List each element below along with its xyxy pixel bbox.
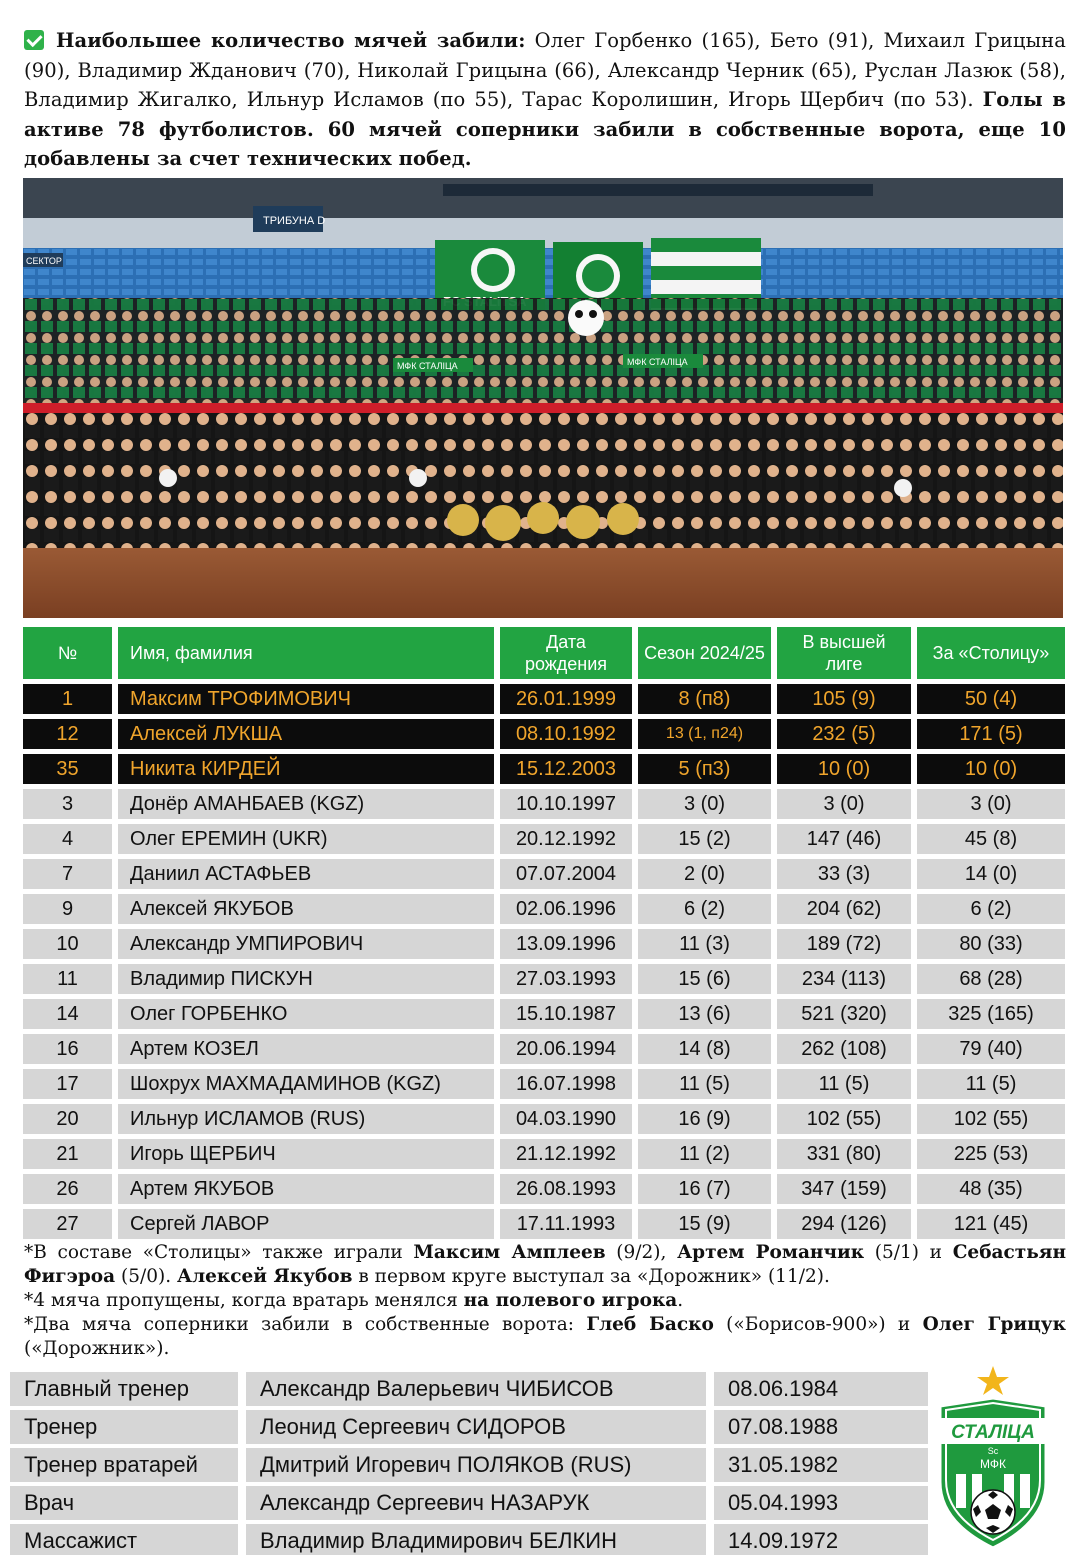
player-season: 2 (0) xyxy=(638,859,777,889)
footnote-2 xyxy=(24,1289,1066,1313)
note-player: Максим Амплеев xyxy=(413,1242,606,1263)
player-club: 68 (28) xyxy=(917,964,1065,994)
player-dob: 13.09.1996 xyxy=(500,929,638,959)
player-club: 121 (45) xyxy=(917,1209,1065,1239)
player-season: 11 (5) xyxy=(638,1069,777,1099)
note-text: («Дорожник»). xyxy=(24,1338,170,1359)
staff-row xyxy=(10,1372,928,1406)
player-club: 79 (40) xyxy=(917,1034,1065,1064)
footnotes xyxy=(24,1241,1066,1361)
player-name: Никита КИРДЕЙ xyxy=(118,754,500,784)
player-topleague: 3 (0) xyxy=(777,789,917,819)
player-season: 6 (2) xyxy=(638,894,777,924)
logo-small: Sc xyxy=(987,1446,999,1456)
staff-role: Главный тренер xyxy=(10,1372,246,1406)
note-text: *4 мяча пропущены, когда вратарь менялся xyxy=(24,1290,464,1311)
player-season: 11 (2) xyxy=(638,1139,777,1169)
player-season: 13 (6) xyxy=(638,999,777,1029)
player-dob: 26.01.1999 xyxy=(500,684,638,714)
staff-row xyxy=(10,1486,928,1520)
player-dob: 27.03.1993 xyxy=(500,964,638,994)
star-icon xyxy=(977,1366,1009,1395)
player-number: 16 xyxy=(23,1034,118,1064)
table-row xyxy=(23,1209,1065,1239)
note-emphasis: на полевого игрока xyxy=(463,1290,678,1311)
scarf-text-1: МФК СТАЛІЦА xyxy=(397,361,458,371)
note-text: (5/0). xyxy=(115,1266,177,1287)
player-topleague: 234 (113) xyxy=(777,964,917,994)
staff-name: Александр Валерьевич ЧИБИСОВ xyxy=(246,1372,714,1406)
player-name: Артем ЯКУБОВ xyxy=(118,1174,500,1204)
staff-dob: 07.08.1988 xyxy=(714,1410,928,1444)
note-player: Глеб Баско xyxy=(586,1314,714,1335)
player-name: Ильнур ИСЛАМОВ (RUS) xyxy=(118,1104,500,1134)
table-header-row xyxy=(23,627,1065,679)
team-photo xyxy=(23,178,1063,618)
staff-role: Тренер вратарей xyxy=(10,1448,246,1482)
player-topleague: 294 (126) xyxy=(777,1209,917,1239)
player-topleague: 331 (80) xyxy=(777,1139,917,1169)
player-name: Александр УМПИРОВИЧ xyxy=(118,929,500,959)
player-number: 11 xyxy=(23,964,118,994)
player-number: 21 xyxy=(23,1139,118,1169)
note-text: *Два мяча соперники забили в собственные ворота: xyxy=(24,1314,587,1335)
player-name: Игорь ЩЕРБИЧ xyxy=(118,1139,500,1169)
logo-text: СТАЛІЦА xyxy=(951,1422,1035,1443)
player-name: Шохрух МАХМАДАМИНОВ (KGZ) xyxy=(118,1069,500,1099)
intro-text: Олег Горбенко (165), Бето (91), Михаил Грицына (90), Владимир Жданович (70), Николай Грицына (66), Александр Черник (65), Руслан Лазюк (58), Владимир Жигалко, Ильнур Исламов (по 55), Тарас Королишин, Игорь Щербич (по 53). xyxy=(24,29,1067,111)
table-row xyxy=(23,1069,1065,1099)
note-text: *В составе «Столицы» также играли xyxy=(24,1242,414,1263)
table-row xyxy=(23,929,1065,959)
player-name: Алексей ЯКУБОВ xyxy=(118,894,500,924)
player-topleague: 262 (108) xyxy=(777,1034,917,1064)
scarf-text-2: МФК СТАЛІЦА xyxy=(627,357,688,367)
note-text: . xyxy=(677,1290,684,1311)
table-row xyxy=(23,684,1065,714)
player-number: 10 xyxy=(23,929,118,959)
player-dob: 04.03.1990 xyxy=(500,1104,638,1134)
staff-row xyxy=(10,1448,928,1482)
player-name: Артем КОЗЕЛ xyxy=(118,1034,500,1064)
player-season: 11 (3) xyxy=(638,929,777,959)
table-row xyxy=(23,719,1065,749)
player-topleague: 347 (159) xyxy=(777,1174,917,1204)
staff-name: Александр Сергеевич НАЗАРУК xyxy=(246,1486,714,1520)
footnote-1 xyxy=(24,1241,1066,1289)
player-name: Сергей ЛАВОР xyxy=(118,1209,500,1239)
staff-table xyxy=(10,1368,928,1555)
player-number: 1 xyxy=(23,684,118,714)
player-topleague: 147 (46) xyxy=(777,824,917,854)
player-club: 6 (2) xyxy=(917,894,1065,924)
player-number: 20 xyxy=(23,1104,118,1134)
player-season: 16 (7) xyxy=(638,1174,777,1204)
table-row xyxy=(23,999,1065,1029)
stand-label: ТРИБУНА D xyxy=(263,215,326,227)
roster-table xyxy=(23,622,1065,1244)
staff-dob: 08.06.1984 xyxy=(714,1372,928,1406)
player-number: 35 xyxy=(23,754,118,784)
player-number: 26 xyxy=(23,1174,118,1204)
player-name: Донёр АМАНБАЕВ (KGZ) xyxy=(118,789,500,819)
col-topleague-header: В высшей лиге xyxy=(777,627,917,679)
intro-paragraph xyxy=(24,26,1066,174)
player-club: 50 (4) xyxy=(917,684,1065,714)
col-club-header: За «Столицу» xyxy=(917,627,1065,679)
note-player: Артем Романчик xyxy=(677,1242,865,1263)
player-season: 16 (9) xyxy=(638,1104,777,1134)
staff-row xyxy=(10,1524,928,1555)
player-club: 80 (33) xyxy=(917,929,1065,959)
player-dob: 17.11.1993 xyxy=(500,1209,638,1239)
football-icon xyxy=(971,1490,1015,1534)
player-topleague: 105 (9) xyxy=(777,684,917,714)
intro-lead: Наибольшее количество мячей забили: xyxy=(56,29,526,52)
player-name: Олег ЕРЕМИН (UKR) xyxy=(118,824,500,854)
player-dob: 15.12.2003 xyxy=(500,754,638,784)
staff-role: Тренер xyxy=(10,1410,246,1444)
player-dob: 20.12.1992 xyxy=(500,824,638,854)
player-dob: 15.10.1987 xyxy=(500,999,638,1029)
player-number: 12 xyxy=(23,719,118,749)
player-dob: 26.08.1993 xyxy=(500,1174,638,1204)
player-club: 45 (8) xyxy=(917,824,1065,854)
player-topleague: 521 (320) xyxy=(777,999,917,1029)
note-player: Себастьян Фигэроа xyxy=(24,1242,1067,1287)
player-club: 3 (0) xyxy=(917,789,1065,819)
player-season: 15 (9) xyxy=(638,1209,777,1239)
table-row xyxy=(23,1174,1065,1204)
player-name: Даниил АСТАФЬЕВ xyxy=(118,859,500,889)
player-club: 48 (35) xyxy=(917,1174,1065,1204)
player-season: 5 (п3) xyxy=(638,754,777,784)
staff-name: Владимир Владимирович БЕЛКИН xyxy=(246,1524,714,1555)
player-number: 4 xyxy=(23,824,118,854)
player-number: 9 xyxy=(23,894,118,924)
col-season-header: Сезон 2024/25 xyxy=(638,627,777,679)
player-dob: 16.07.1998 xyxy=(500,1069,638,1099)
player-club: 171 (5) xyxy=(917,719,1065,749)
staff-dob: 31.05.1982 xyxy=(714,1448,928,1482)
check-icon xyxy=(24,30,44,50)
player-topleague: 232 (5) xyxy=(777,719,917,749)
table-row xyxy=(23,789,1065,819)
staff-name: Леонид Сергеевич СИДОРОВ xyxy=(246,1410,714,1444)
player-dob: 20.06.1994 xyxy=(500,1034,638,1064)
player-dob: 10.10.1997 xyxy=(500,789,638,819)
note-text: (5/1) и xyxy=(864,1242,953,1263)
player-dob: 21.12.1992 xyxy=(500,1139,638,1169)
player-number: 7 xyxy=(23,859,118,889)
footnote-3 xyxy=(24,1313,1066,1361)
player-topleague: 11 (5) xyxy=(777,1069,917,1099)
note-text: (9/2), xyxy=(605,1242,678,1263)
table-row xyxy=(23,754,1065,784)
player-club: 10 (0) xyxy=(917,754,1065,784)
col-number-header: № xyxy=(23,627,118,679)
player-topleague: 189 (72) xyxy=(777,929,917,959)
player-name: Алексей ЛУКША xyxy=(118,719,500,749)
note-text: в первом круге выступал за «Дорожник» (11/2). xyxy=(352,1266,830,1287)
staff-dob: 05.04.1993 xyxy=(714,1486,928,1520)
intro-summary: Голы в активе 78 футболистов. 60 мячей соперники забили в собственные ворота, еще 10 добавлены за счет технических побед. xyxy=(24,88,1066,170)
player-name: Олег ГОРБЕНКО xyxy=(118,999,500,1029)
player-dob: 08.10.1992 xyxy=(500,719,638,749)
player-season: 15 (6) xyxy=(638,964,777,994)
staff-role: Массажист xyxy=(10,1524,246,1555)
player-club: 11 (5) xyxy=(917,1069,1065,1099)
player-club: 225 (53) xyxy=(917,1139,1065,1169)
player-number: 3 xyxy=(23,789,118,819)
note-player: Олег Грицук xyxy=(922,1314,1066,1335)
player-season: 15 (2) xyxy=(638,824,777,854)
table-row xyxy=(23,859,1065,889)
note-text: («Борисов-900») и xyxy=(713,1314,923,1335)
player-number: 27 xyxy=(23,1209,118,1239)
table-row xyxy=(23,894,1065,924)
club-logo xyxy=(928,1362,1058,1552)
player-club: 325 (165) xyxy=(917,999,1065,1029)
table-row xyxy=(23,1139,1065,1169)
player-season: 3 (0) xyxy=(638,789,777,819)
player-season: 8 (п8) xyxy=(638,684,777,714)
note-player: Алексей Якубов xyxy=(177,1266,353,1287)
logo-sub: МФК xyxy=(980,1457,1006,1471)
player-club: 102 (55) xyxy=(917,1104,1065,1134)
player-season: 14 (8) xyxy=(638,1034,777,1064)
player-topleague: 204 (62) xyxy=(777,894,917,924)
table-row xyxy=(23,1104,1065,1134)
table-row xyxy=(23,824,1065,854)
player-season: 13 (1, п24) xyxy=(638,719,777,749)
player-topleague: 33 (3) xyxy=(777,859,917,889)
staff-row xyxy=(10,1410,928,1444)
staff-role: Врач xyxy=(10,1486,246,1520)
sector-label: СЕКТОР xyxy=(26,256,62,266)
player-dob: 02.06.1996 xyxy=(500,894,638,924)
player-topleague: 102 (55) xyxy=(777,1104,917,1134)
table-row xyxy=(23,964,1065,994)
col-dob-header: Дата рождения xyxy=(500,627,638,679)
staff-name: Дмитрий Игоревич ПОЛЯКОВ (RUS) xyxy=(246,1448,714,1482)
player-number: 14 xyxy=(23,999,118,1029)
player-dob: 07.07.2004 xyxy=(500,859,638,889)
player-name: Максим ТРОФИМОВИЧ xyxy=(118,684,500,714)
staff-dob: 14.09.1972 xyxy=(714,1524,928,1555)
player-number: 17 xyxy=(23,1069,118,1099)
table-row xyxy=(23,1034,1065,1064)
player-topleague: 10 (0) xyxy=(777,754,917,784)
col-name-header: Имя, фамилия xyxy=(118,627,500,679)
player-club: 14 (0) xyxy=(917,859,1065,889)
player-name: Владимир ПИСКУН xyxy=(118,964,500,994)
